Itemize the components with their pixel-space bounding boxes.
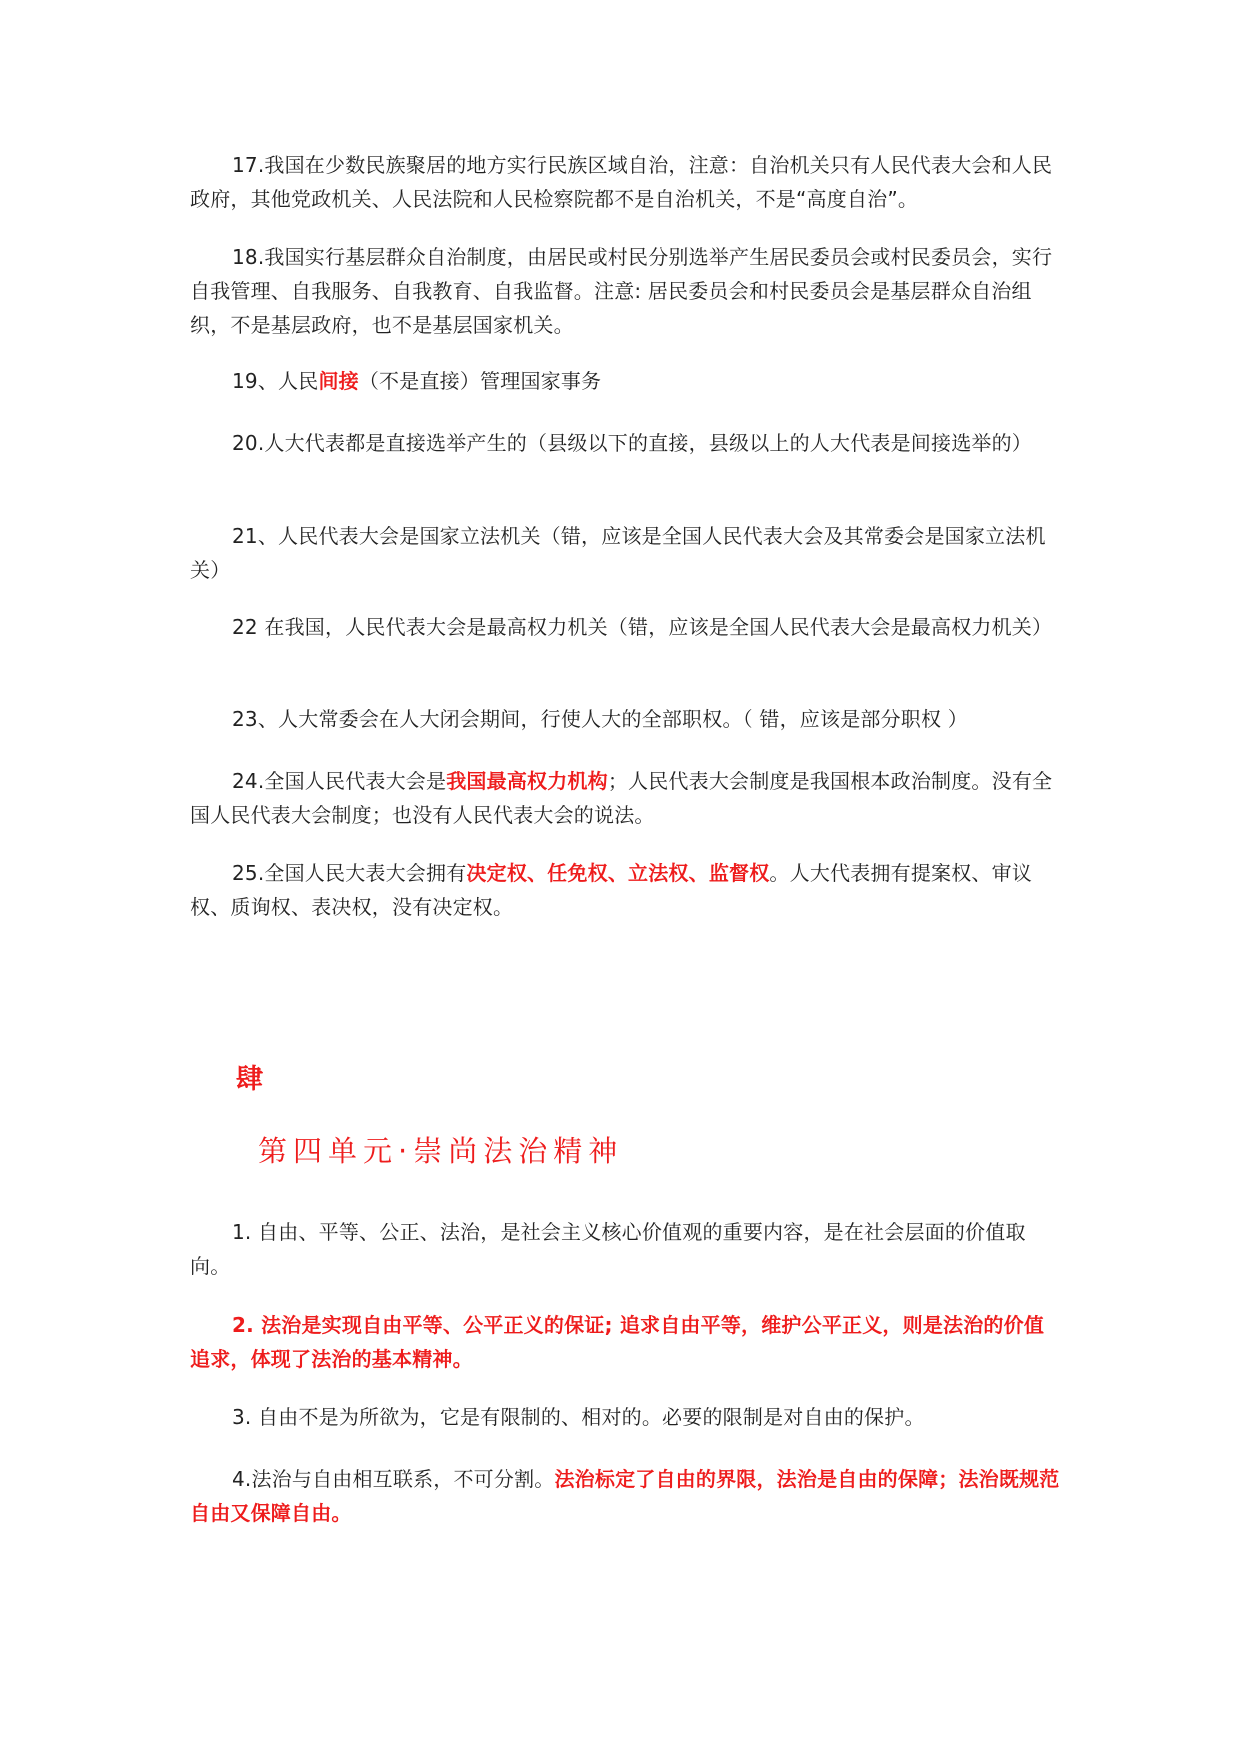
paragraph-item-24	[190, 764, 1060, 832]
unit-title: 第四单元·崇尚法治精神	[258, 1134, 624, 1168]
paragraph-text: 18.我国实行基层群众自治制度，由居民或村民分别选举产生居民委员会或村民委员会，实行自我管理、自我服务、自我教育、自我监督。注意: 居民委员会和村民委员会是基层群众自治组织，不是基层政府，也不是基层国家机关。	[190, 245, 1053, 337]
paragraph-item-1	[190, 1215, 1060, 1283]
section-number-mark: 肆	[236, 1064, 263, 1095]
paragraph-text: 25.全国人民大表大会拥有	[232, 861, 467, 885]
paragraph-item-3	[190, 1400, 1060, 1434]
paragraph-text: （不是直接）管理国家事务	[358, 369, 602, 393]
paragraph-text: 3. 自由不是为所欲为，它是有限制的、相对的。必要的限制是对自由的保护。	[232, 1405, 925, 1429]
highlighted-text: 我国最高权力机构	[446, 769, 608, 793]
paragraph-item-23	[190, 702, 1060, 736]
paragraph-text: 19、人民	[232, 369, 319, 393]
paragraph-item-2	[190, 1308, 1060, 1376]
paragraph-item-20	[190, 426, 1060, 460]
paragraph-text: 21、人民代表大会是国家立法机关（错，应该是全国人民代表大会及其常委会是国家立法机关）	[190, 524, 1046, 582]
paragraph-text: 1. 自由、平等、公正、法治，是社会主义核心价值观的重要内容，是在社会层面的价值取向。	[190, 1220, 1026, 1278]
highlighted-text: 决定权、任免权、立法权、监督权	[466, 861, 770, 885]
paragraph-text: 20.人大代表都是直接选举产生的（县级以下的直接，县级以上的人大代表是间接选举的）	[232, 431, 1033, 455]
paragraph-item-17	[190, 148, 1060, 216]
paragraph-item-21	[190, 519, 1060, 587]
highlighted-text: 法治标定了自由的界限，法治是自由的保障；法治既规范自由又保障自由。	[190, 1467, 1060, 1525]
paragraph-text: 4.法治与自由相互联系，不可分割。	[232, 1467, 555, 1491]
paragraph-text: ；人民代表大会制度是我国根本政治制度。没有全国人民代表大会制度；也没有人民代表大会的说法。	[190, 769, 1053, 827]
paragraph-text: 22 在我国，人民代表大会是最高权力机关（错，应该是全国人民代表大会是最高权力机关）	[232, 615, 1053, 639]
paragraph-text: 24.全国人民代表大会是	[232, 769, 447, 793]
highlighted-text: 间接	[318, 369, 359, 393]
paragraph-text: 17.我国在少数民族聚居的地方实行民族区域自治，注意：自治机关只有人民代表大会和人民政府，其他党政机关、人民法院和人民检察院都不是自治机关，不是“高度自治”。	[190, 153, 1053, 211]
paragraph-item-22	[190, 610, 1060, 644]
paragraph-text: 。人大代表拥有提案权、审议权、质询权、表决权，没有决定权。	[190, 861, 1033, 919]
paragraph-text: 23、人大常委会在人大闭会期间，行使人大的全部职权。（ 错，应该是部分职权 ）	[232, 707, 968, 731]
paragraph-item-19	[190, 364, 1060, 398]
paragraph-item-25	[190, 856, 1060, 924]
highlighted-text: 2. 法治是实现自由平等、公平正义的保证; 追求自由平等，维护公平正义，则是法治的价值追求，体现了法治的基本精神。	[190, 1313, 1045, 1371]
paragraph-item-18	[190, 240, 1060, 342]
paragraph-item-4	[190, 1462, 1060, 1530]
